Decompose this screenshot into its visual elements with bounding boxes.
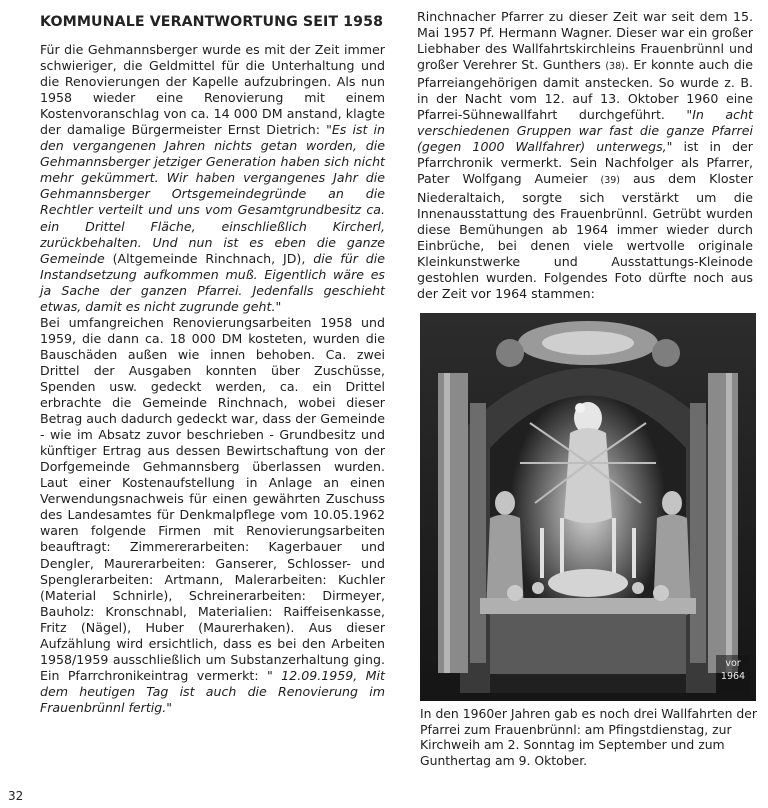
paragraph-pastor (417, 9, 753, 302)
paragraph-pastor-e: aus dem Kloster Niederaltaich, sorgte sich verstärkt um die Innenausstattung des Frauenbrünnl. Getrübt wurden diese Bemühungen ab 1964 immer wieder durch Einbrüche, bei denen viele wertvolle originale Kleinkunstwerke und Ausstattungs-Kleinode gestohlen wurden. Folgendes Foto dürfte noch aus der Zeit vor 1964 stammen: (417, 171, 754, 301)
photo-date-stamp-line1: vor (725, 658, 741, 669)
photo-date-stamp (716, 655, 750, 695)
paragraph-pastor-a: Rinchnacher Pfarrer zu dieser Zeit war seit dem 15. Mai 1957 Pf. Hermann Wagner. Dieser war ein großer Liebhaber des Wallfahrtskirchleins Frauenbrünnl und großer Verehrer St. Gunthers (417, 9, 753, 73)
quote-mayor-insert: (Altgemeinde Rinchnach, JD), (104, 250, 314, 266)
photo-date-stamp-line2: 1964 (720, 671, 746, 682)
paragraph-funding (40, 42, 385, 315)
left-column (40, 0, 385, 716)
paragraph-pastor-d: ist in der Pfarrchronik vermerkt. Sein Nachfolger als Pfarrer, Pater Wolfgang Aumeier (417, 139, 753, 187)
quote-mayor-end: die für die Instandsetzung aufkommen muß. Eigentlich wäre es ja Sache der ganzen Pfarrei. Jedenfalls geschieht etwas, damit es nicht zugrunde geht." (40, 250, 385, 314)
footnote-ref-38: (38) (605, 61, 625, 73)
altar-photo (420, 313, 756, 701)
footnote-ref-39: (39) (600, 175, 621, 187)
section-heading: KOMMUNALE VERANTWORTUNG SEIT 1958 (40, 14, 384, 30)
paragraph-funding-intro: Für die Gehmannsberger wurde es mit der Zeit immer schwieriger, die Geldmittel für die Unterhaltung und die Renovierungen der Kapelle aufzubringen. Als nun 1958 wieder eine Renovierung mit einem Kostenvoranschlag von ca. 14 000 DM anstand, klagte der damalige Bürgermeister Ernst Dietrich: (40, 42, 385, 138)
right-column (417, 0, 753, 302)
quote-mayor: "Es ist in den vergangenen Jahren nichts getan worden, die Gehmannsberger jetziger Generation haben sich nicht mehr gekümmert. Wir haben vergangenes Jahr die Gehmannsberger Ortsgemeindegründe an die Rechtler verteilt und uns vom Gesamtgrundbesitz ca. ein Drittel Fläche, einschließlich Kircherl, zurückbehalten. Und nun ist es eben die ganze Gemeinde (40, 122, 386, 266)
quote-chronicle: " 12.09.1959, Mit dem heutigen Tag ist auch die Renovierung im Frauenbrünnl fertig." (40, 667, 385, 715)
paragraph-renovation (40, 315, 385, 716)
page-number: 32 (8, 789, 24, 803)
quote-pilgrimage: "In acht verschiedenen Gruppen war fast die ganze Pfarrei (gegen 1000 Wallfahrer) unterwegs," (417, 107, 753, 155)
paragraph-renovation-text: Bei umfangreichen Renovierungsarbeiten 1958 und 1959, die dann ca. 18 000 DM kosteten, wurden die Bauschäden außen wie innen behoben. Ca. zwei Drittel der Ausgaben konnten über Zuschüsse, Spenden usw. gedeckt werden, ca. ein Drittel erbrachte die Gemeinde Rinchnach, wobei dieser Betrag auch dadurch gedeckt war, dass der Gemeinde - wie im Absatz zuvor beschrieben - Grundbesitz und künftiger Ertrag aus dessen Bewirtschaftung von der Dorfgemeinde Gehmannsberg überlassen wurden. Laut einer Kostenaufstellung in Anlage an einen Verwendungsnachweis für einen gewährten Zuschuss des Landesamtes für Denkmalpflege vom 10.05.1962 waren folgende Firmen mit Renovierungsarbeiten beauftragt: Zimmererarbeiten: Kagerbauer und Dengler, Maurerarbeiten: Ganserer, Schlosser- und Spenglerarbeiten: Artmann, Malerarbeiten: Kuchler (Material Schnirle), Schreinerarbeiten: Dirmeyer, Bauholz: Kronschnabl, Materialien: Raiffeisenkasse, Fritz (Nägel), Huber (Maurerhaken). Aus dieser Aufzählung wird ersichtlich, dass es bei den Arbeiten 1958/1959 ausschließlich um Substanzerhaltung ging. Ein Pfarrchronikeintrag vermerkt: (40, 314, 385, 683)
altar-photo-illustration (420, 313, 756, 701)
paragraph-pastor-b: . Er konnte auch die Pfarreiangehörigen damit anstecken. So wurde z. B. in der Nacht vom 12. auf 13. Oktober 1960 eine Pfarrei-Sühnewallfahrt durchgeführt. (417, 57, 753, 123)
photo-caption: In den 1960er Jahren gab es noch drei Wallfahrten der Pfarrei zum Frauenbrünnl: am Pfingstdienstag, zur Kirchweih am 2. Sonntag im September und zum Gunthertag am 9. Oktober. (420, 706, 757, 768)
